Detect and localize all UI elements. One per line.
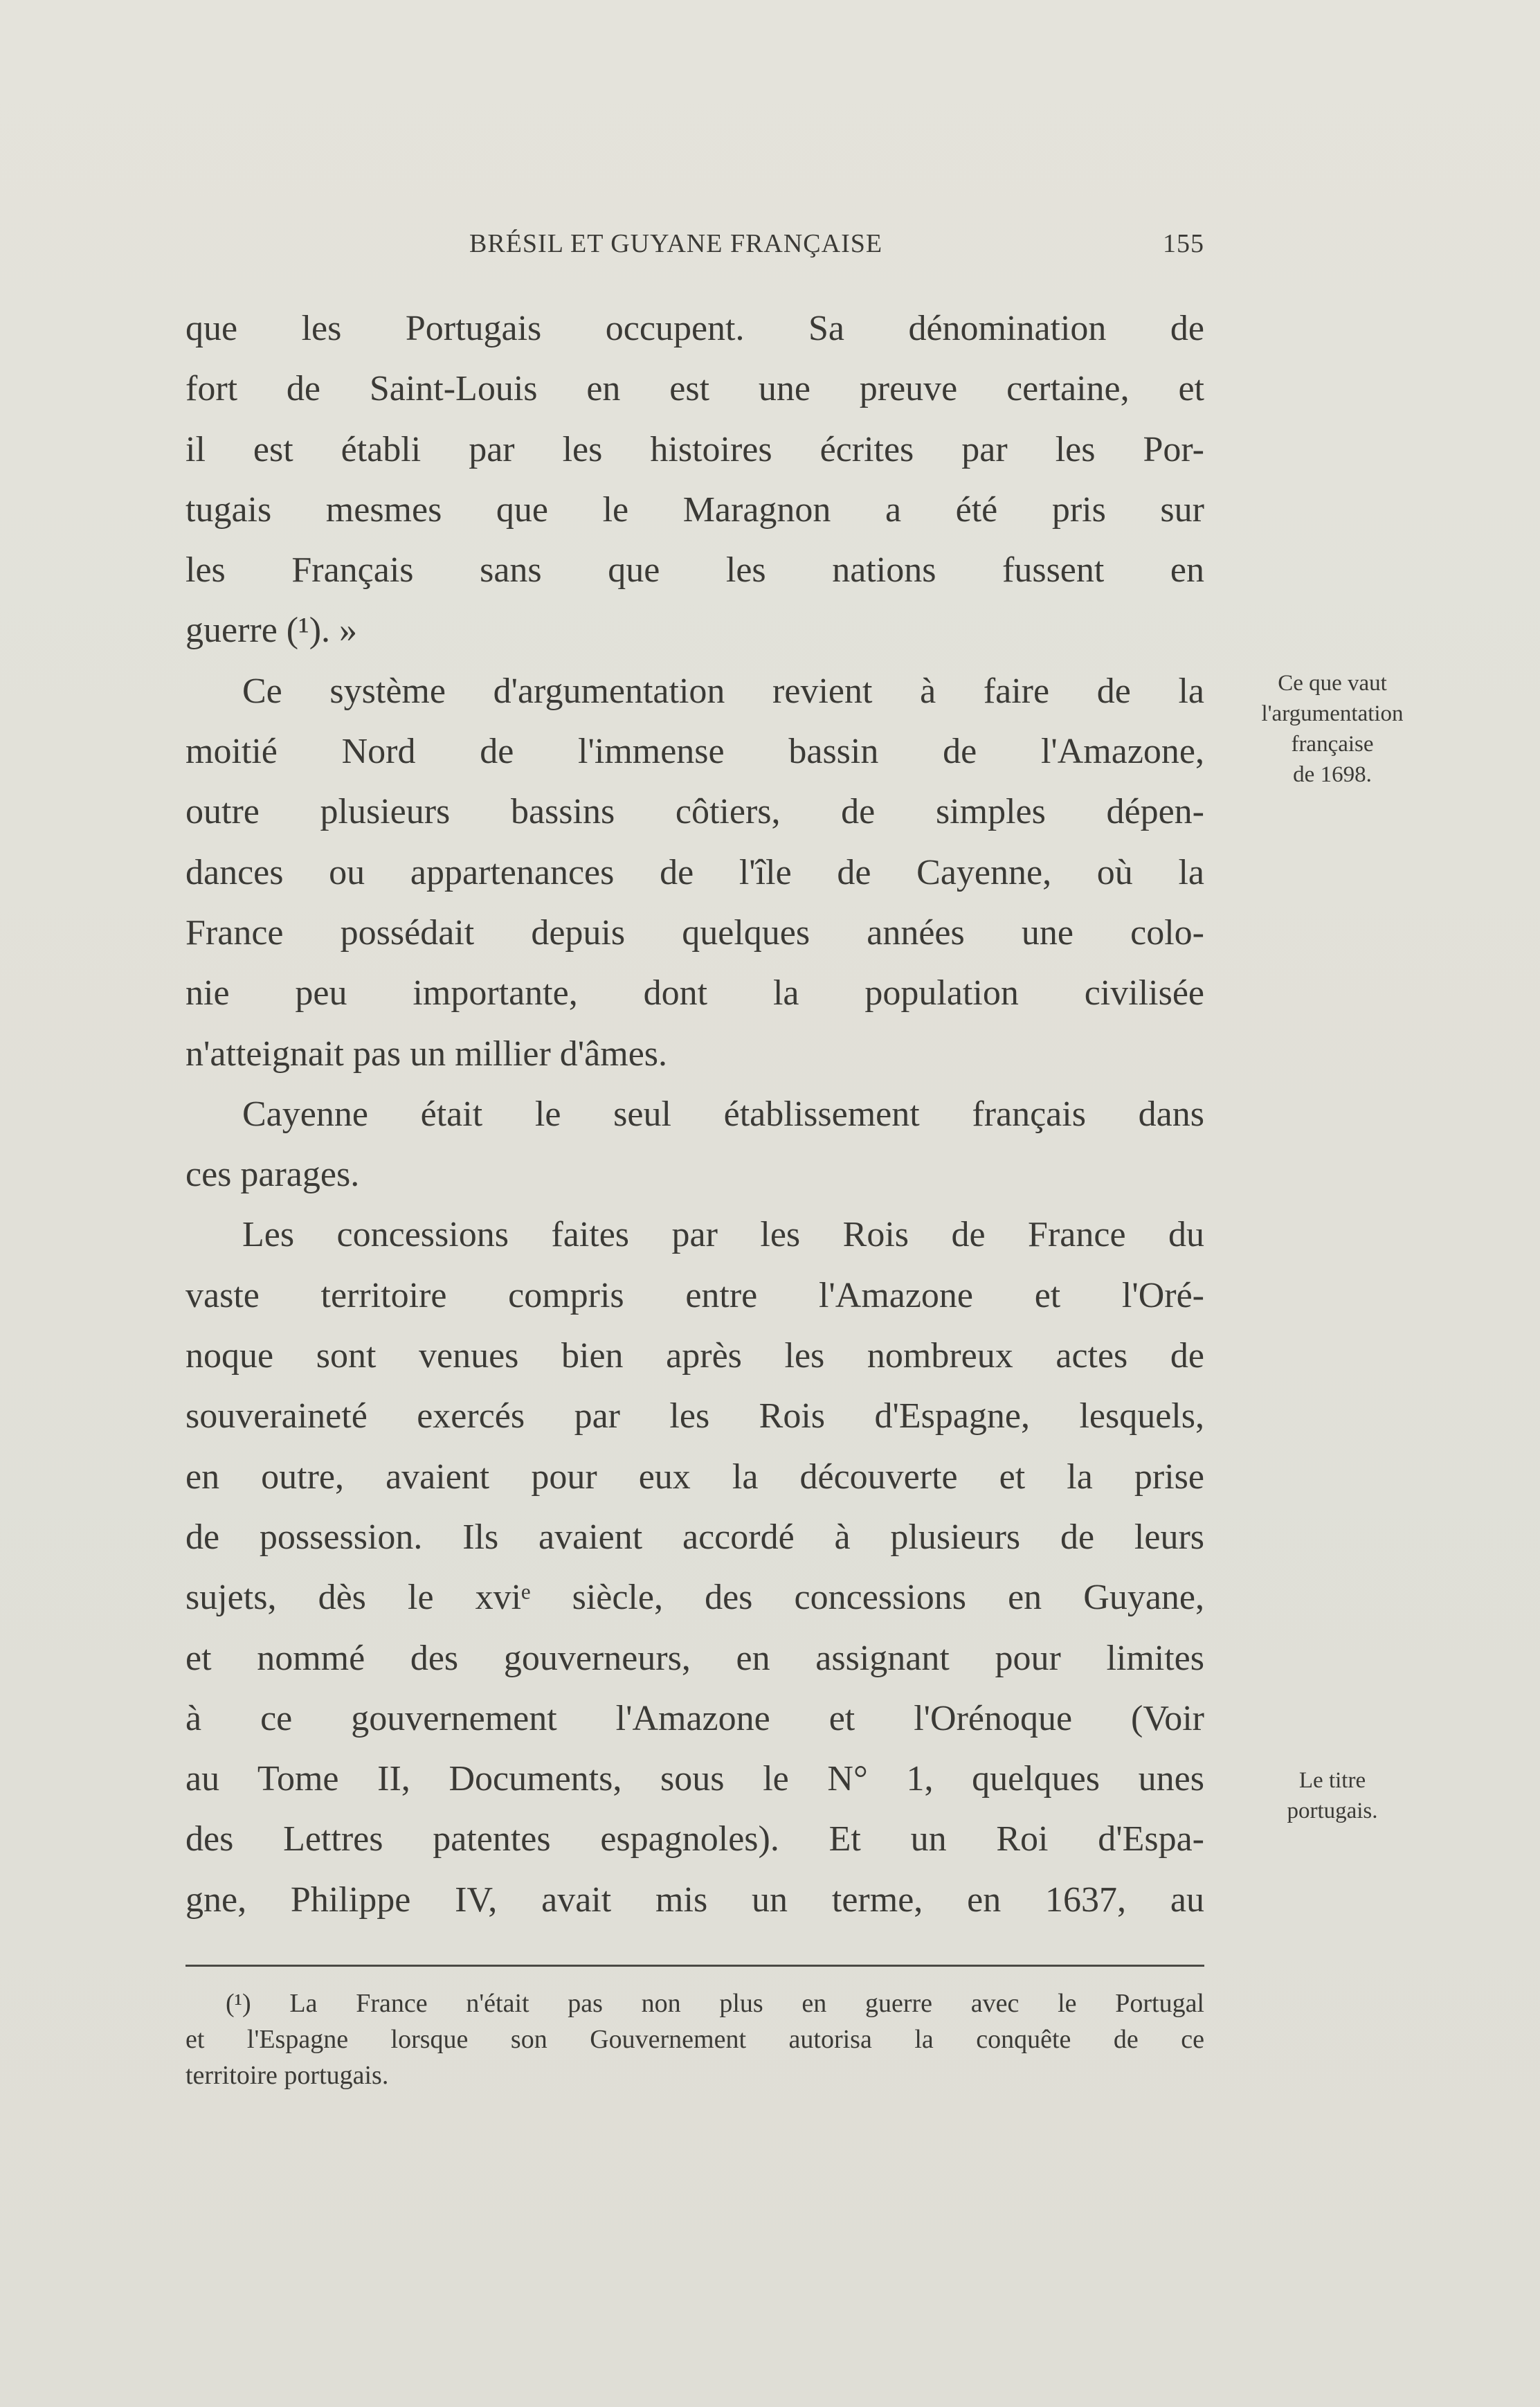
text-line: Ce système d'argumentation revient à faire de la — [242, 671, 1204, 711]
text-line: guerre (¹). » — [185, 611, 358, 651]
page-number: 155 — [1163, 229, 1204, 258]
footnote-line: territoire portugais. — [185, 2061, 389, 2090]
text-line: France possédait depuis quelques années une colo- — [185, 912, 1204, 953]
text-line: à ce gouvernement l'Amazone et l'Orénoque (Voir — [185, 1698, 1204, 1738]
footnote-line: (¹) La France n'était pas non plus en guerre avec le Portugal — [226, 1989, 1204, 2018]
text-line: fort de Saint-Louis en est une preuve certaine, et — [185, 369, 1204, 409]
text-line: ces parages. — [185, 1155, 360, 1195]
text-line: souveraineté exercés par les Rois d'Espagne, lesquels, — [185, 1396, 1204, 1436]
text-line: des Lettres patentes espagnoles). Et un Roi d'Espa- — [185, 1819, 1204, 1859]
text-line: tugais mesmes que le Maragnon a été pris sur — [185, 489, 1204, 530]
text-line: n'atteignait pas un millier d'âmes. — [185, 1034, 668, 1074]
text-line: nie peu importante, dont la population civilisée — [185, 973, 1204, 1013]
text-line: il est établi par les histoires écrites par les Por- — [185, 429, 1204, 469]
text-line: moitié Nord de l'immense bassin de l'Amazone, — [185, 732, 1204, 772]
text-line: de possession. Ils avaient accordé à plusieurs de leurs — [185, 1517, 1204, 1557]
footnote-line: et l'Espagne lorsque son Gouvernement autorisa la conquête de ce — [185, 2025, 1204, 2054]
margin-note-line: l'argumentation — [1261, 701, 1404, 726]
margin-note-line: de 1698. — [1293, 762, 1372, 787]
text-line: dances ou appartenances de l'île de Cayenne, où la — [185, 852, 1204, 892]
margin-note-titre — [1218, 1765, 1447, 1826]
footnote — [185, 1985, 1204, 2093]
main-text — [185, 298, 1204, 1930]
text-line: sujets, dès le xviᵉ siècle, des concessions en Guyane, — [185, 1578, 1204, 1618]
margin-note-line: française — [1291, 732, 1374, 757]
text-line: Les concessions faites par les Rois de France du — [242, 1215, 1204, 1255]
text-line: gne, Philippe IV, avait mis un terme, en 1637, au — [185, 1879, 1204, 1920]
text-line: que les Portugais occupent. Sa dénomination de — [185, 309, 1204, 348]
footnote-divider — [185, 1965, 1204, 1967]
margin-note-line: Le titre — [1298, 1768, 1366, 1793]
running-header — [185, 228, 1204, 270]
text-line: noque sont venues bien après les nombreux actes de — [185, 1336, 1204, 1376]
text-line: outre plusieurs bassins côtiers, de simples dépen- — [185, 792, 1204, 832]
text-line: et nommé des gouverneurs, en assignant pour limites — [185, 1638, 1204, 1678]
margin-note-argumentation — [1218, 668, 1447, 790]
text-line: au Tome II, Documents, sous le N° 1, quelques unes — [185, 1759, 1204, 1799]
text-line: les Français sans que les nations fussent en — [185, 550, 1204, 591]
text-line: vaste territoire compris entre l'Amazone et l'Oré- — [185, 1275, 1204, 1315]
text-line: Cayenne était le seul établissement français dans — [242, 1094, 1204, 1134]
margin-note-line: Ce que vaut — [1278, 671, 1387, 696]
margin-note-line: portugais. — [1287, 1799, 1378, 1823]
text-line: en outre, avaient pour eux la découverte et la prise — [185, 1457, 1204, 1497]
running-title: BRÉSIL ET GUYANE FRANÇAISE — [469, 229, 883, 258]
